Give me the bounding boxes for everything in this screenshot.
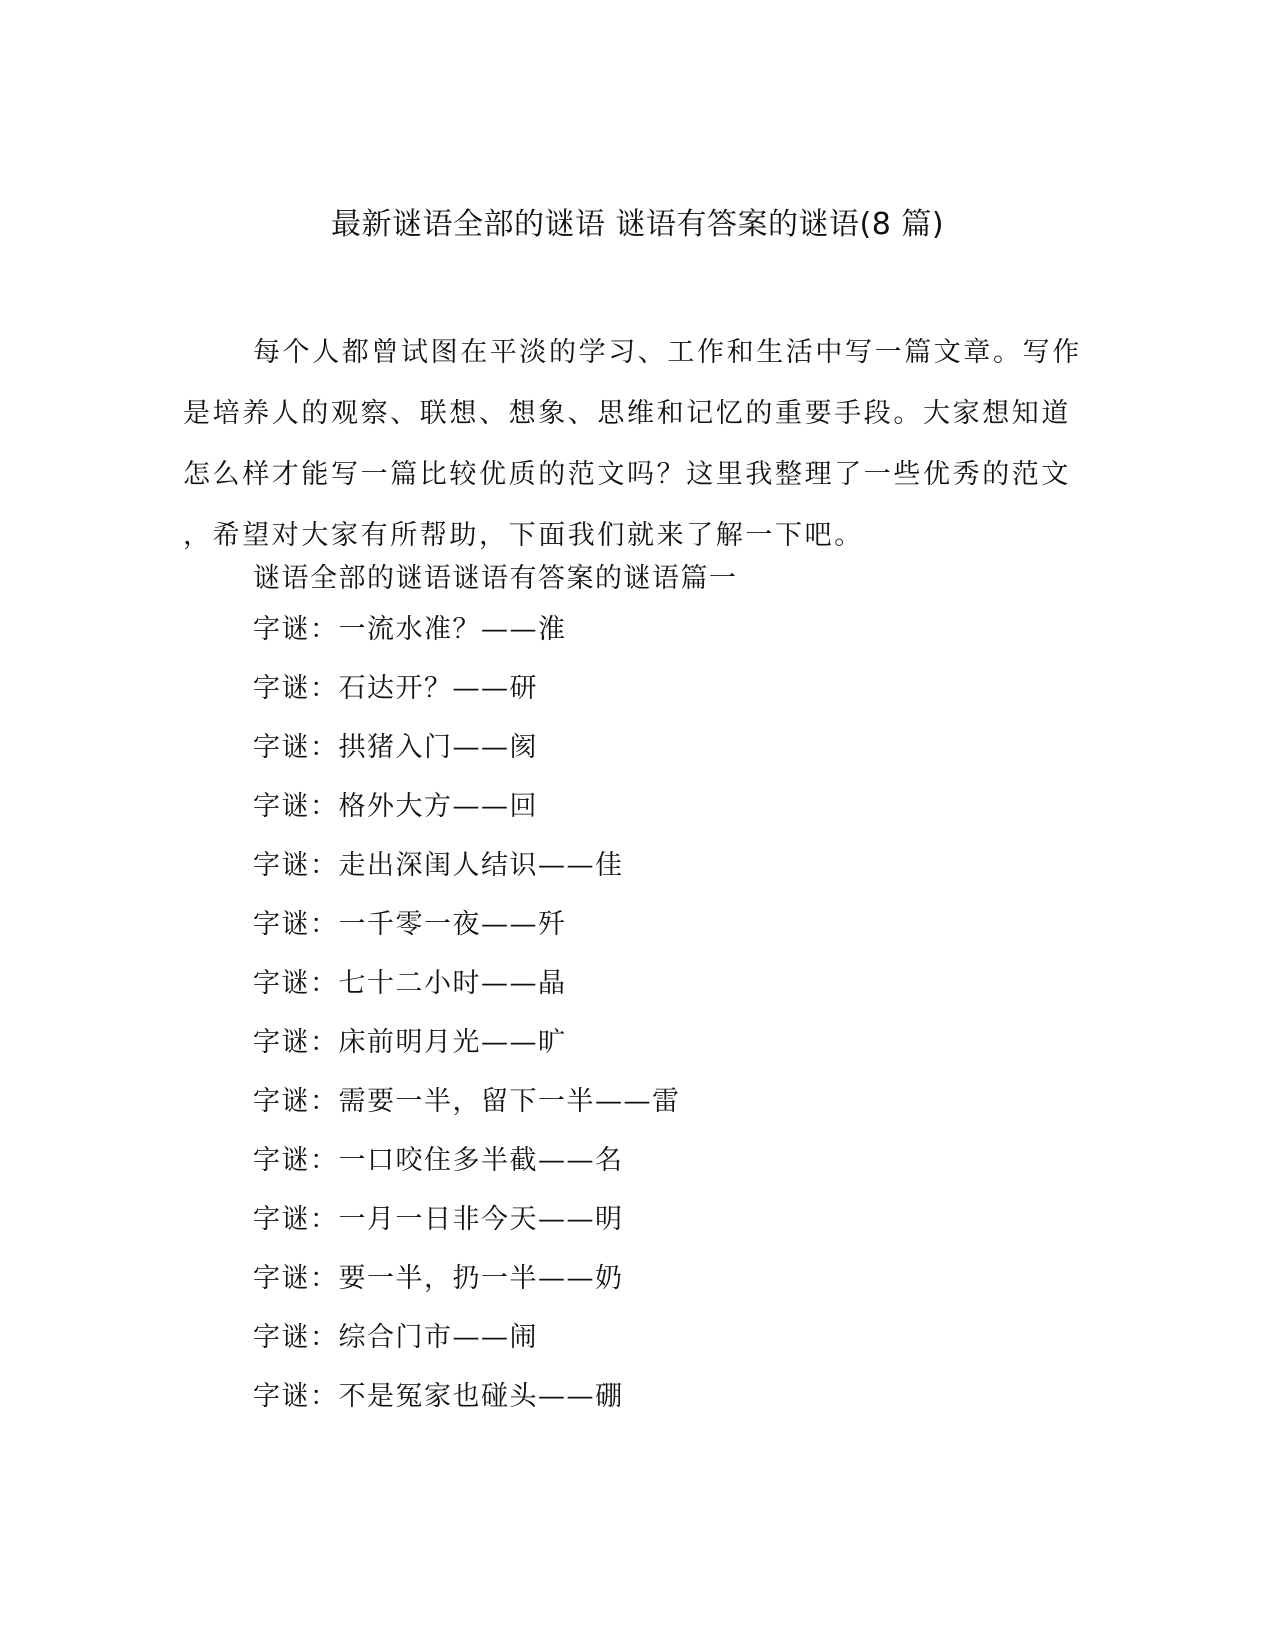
intro-paragraph xyxy=(183,322,1082,566)
riddle-item: 字谜：格外大方——回 xyxy=(253,791,538,822)
intro-line: 每个人都曾试图在平淡的学习、工作和生活中写一篇文章。写作 xyxy=(253,337,1082,368)
riddle-item: 字谜：综合门市——闹 xyxy=(253,1322,538,1353)
riddle-item: 字谜：拱猪入门——阂 xyxy=(253,732,538,763)
section-heading: 谜语全部的谜语谜语有答案的谜语篇一 xyxy=(253,563,738,594)
riddle-list xyxy=(253,610,681,1436)
intro-line: 怎么样才能写一篇比较优质的范文吗？这里我整理了一些优秀的范文 xyxy=(183,459,1071,490)
riddle-item: 字谜：走出深闺人结识——佳 xyxy=(253,850,624,881)
document-title: 最新谜语全部的谜语 谜语有答案的谜语(8 篇) xyxy=(330,207,945,242)
riddle-item: 字谜：要一半，扔一半——奶 xyxy=(253,1263,624,1294)
riddle-item: 字谜：需要一半，留下一半——雷 xyxy=(253,1086,681,1117)
riddle-item: 字谜：石达开？——研 xyxy=(253,673,538,704)
riddle-item: 字谜：一口咬住多半截——名 xyxy=(253,1145,624,1176)
riddle-item: 字谜：一月一日非今天——明 xyxy=(253,1204,624,1235)
riddle-item: 字谜：床前明月光——旷 xyxy=(253,1027,567,1058)
riddle-item: 字谜：一千零一夜——歼 xyxy=(253,909,567,940)
riddle-item: 字谜：一流水准？——淮 xyxy=(253,614,567,645)
riddle-item: 字谜：不是冤家也碰头——硼 xyxy=(253,1381,624,1412)
intro-line: 是培养人的观察、联想、想象、思维和记忆的重要手段。大家想知道 xyxy=(183,398,1071,429)
riddle-item: 字谜：七十二小时——晶 xyxy=(253,968,567,999)
intro-line: ，希望对大家有所帮助，下面我们就来了解一下吧。 xyxy=(183,520,864,551)
